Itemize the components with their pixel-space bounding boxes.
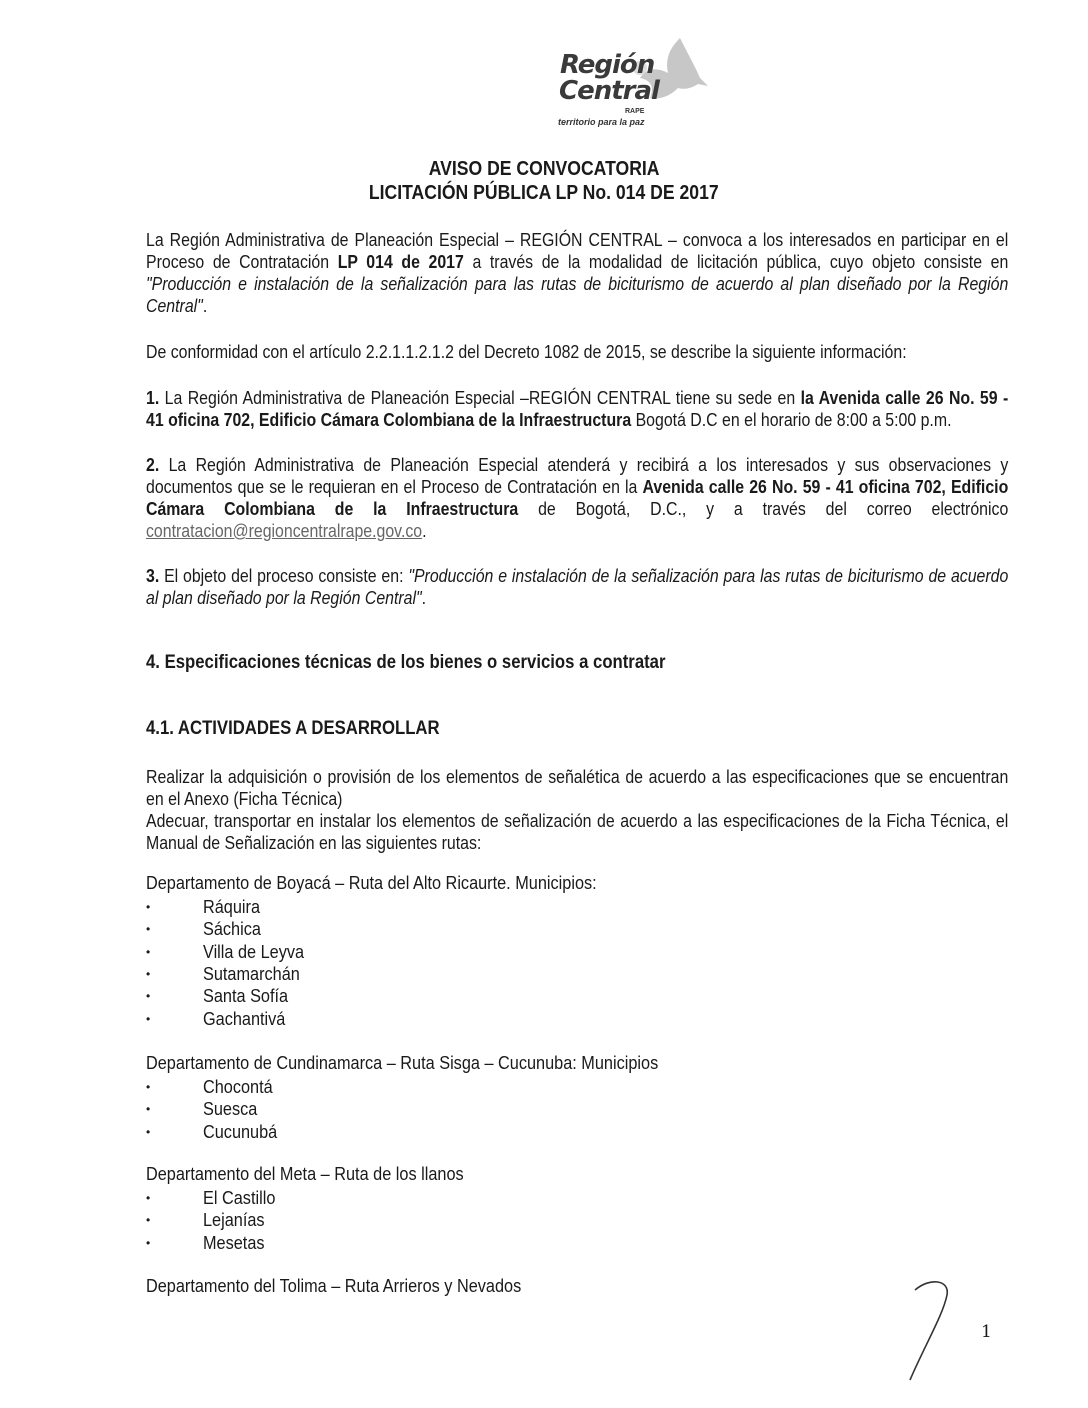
email-link[interactable]: contratacion@regioncentralrape.gov.co xyxy=(146,520,423,541)
municipality-name: Cucunubá xyxy=(203,1120,278,1142)
municipality-name: Gachantivá xyxy=(203,1007,286,1029)
item-3: 3. El objeto del proceso consiste en: "Producción e instalación de la señalización para las rutas de biciturismo de acuerdo al plan diseñado por la Región Central". xyxy=(146,565,1009,608)
municipality-name: El Castillo xyxy=(203,1187,276,1208)
municipality-name: Villa de Leyva xyxy=(203,940,305,962)
municipality-name: Suesca xyxy=(203,1098,258,1120)
bullet-icon: • xyxy=(146,922,151,937)
bullet-icon: • xyxy=(146,1213,151,1228)
bullet-icon: • xyxy=(146,966,151,981)
bullet-icon: • xyxy=(146,989,151,1004)
department-heading: Departamento de Boyacá – Ruta del Alto Ricaurte. Municipios: xyxy=(146,872,597,893)
bullet-icon: • xyxy=(146,1191,151,1205)
department-heading: Departamento de Cundinamarca – Ruta Sisga – Cucunuba: Municipios xyxy=(146,1052,659,1073)
region-central-logo xyxy=(560,30,710,130)
municipality-name: Sáchica xyxy=(203,918,261,940)
logo-sub: RAPE xyxy=(625,108,645,115)
bullet-icon: • xyxy=(146,1102,151,1117)
document-title-line1: AVISO DE CONVOCATORIA xyxy=(428,158,660,180)
logo-line2: Central xyxy=(559,76,659,106)
municipality-name: Lejanías xyxy=(203,1209,265,1231)
department-heading: Departamento del Meta – Ruta de los llanos xyxy=(146,1163,464,1184)
municipality-name: Ráquira xyxy=(203,896,261,917)
department-heading: Departamento del Tolima – Ruta Arrieros y Nevados xyxy=(146,1275,522,1296)
bullet-icon: • xyxy=(146,1124,151,1139)
item-2: 2. La Región Administrativa de Planeación Especial atenderá y recibirá a los interesados y sus observaciones y documentos que se le requieran en el Proceso de Contratación en la Avenida calle 26 No. 59 - 41 oficina 702, Edificio Cámara Colombiana de la Infraestructura de Bogotá, D.C., y a través del correo electrónico contratacion@regioncentralrape.gov.co. xyxy=(146,454,1009,541)
municipality-name: Mesetas xyxy=(203,1231,265,1253)
document-title-line2: LICITACIÓN PÚBLICA LP No. 014 DE 2017 xyxy=(369,182,719,204)
activities-paragraph-2: Adecuar, transportar en instalar los elementos de señalización de acuerdo a las especificaciones de la Ficha Técnica, el Manual de Señalización en las siguientes rutas: xyxy=(146,810,1009,853)
municipality-name: Sutamarchán xyxy=(203,962,300,984)
section-4-1-heading: 4.1. ACTIVIDADES A DESARROLLAR xyxy=(146,718,440,739)
bullet-icon: • xyxy=(146,944,151,959)
bullet-icon: • xyxy=(146,1011,151,1026)
item-1: 1. La Región Administrativa de Planeación Especial –REGIÓN CENTRAL tiene su sede en la Avenida calle 26 No. 59 - 41 oficina 702, Edificio Cámara Colombiana de la Infraestructura Bogotá D.C en el horario de 8:00 a 5:00 p.m. xyxy=(146,387,1009,430)
bullet-icon: • xyxy=(146,1080,151,1094)
section-4-heading: 4. Especificaciones técnicas de los bienes o servicios a contratar xyxy=(146,652,666,673)
intro-paragraph: La Región Administrativa de Planeación Especial – REGIÓN CENTRAL – convoca a los interesados en participar en el Proceso de Contratación LP 014 de 2017 a través de la modalidad de licitación pública, cuyo objeto consiste en "Producción e instalación de la señalización para las rutas de biciturismo de acuerdo al plan diseñado por la Región Central". xyxy=(146,229,1009,316)
handwritten-signature-mark xyxy=(895,1275,965,1385)
municipality-name: Chocontá xyxy=(203,1076,273,1097)
logo-line1: Región xyxy=(560,50,655,80)
logo-tagline: territorio para la paz xyxy=(558,117,645,127)
municipality-name: Santa Sofía xyxy=(203,985,289,1007)
activities-paragraph-1: Realizar la adquisición o provisión de los elementos de señalética de acuerdo a las especificaciones que se encuentran en el Anexo (Ficha Técnica) xyxy=(146,766,1009,809)
page-number: 1 xyxy=(981,1322,992,1342)
bullet-icon: • xyxy=(146,900,151,914)
bullet-icon: • xyxy=(146,1235,151,1250)
conformidad-paragraph: De conformidad con el artículo 2.2.1.1.2.1.2 del Decreto 1082 de 2015, se describe la siguiente información: xyxy=(146,341,907,362)
